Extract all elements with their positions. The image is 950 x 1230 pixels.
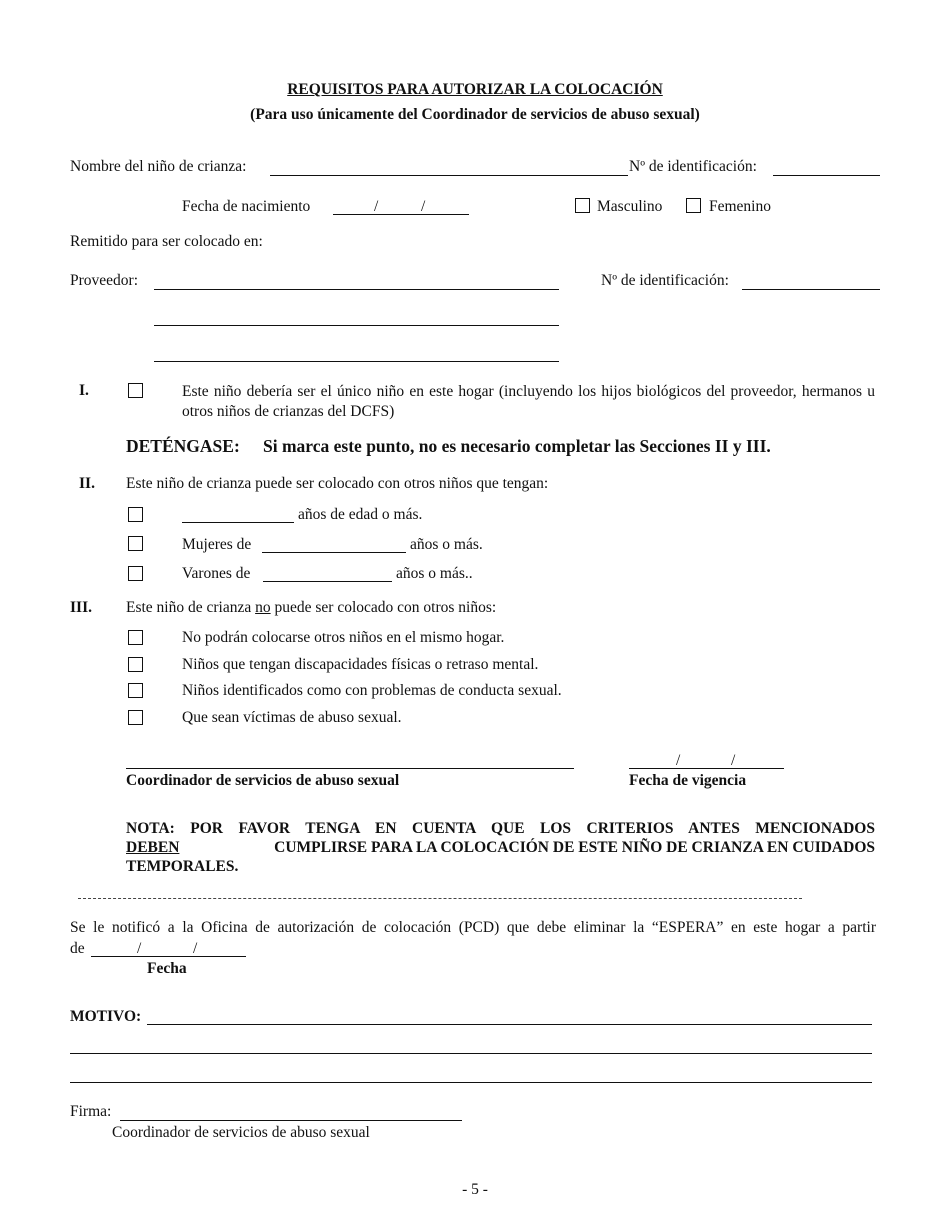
child-name-field[interactable] — [270, 175, 628, 176]
referred-label: Remitido para ser colocado en: — [70, 233, 263, 250]
notification-date-field[interactable] — [91, 956, 246, 957]
dashed-separator — [78, 898, 802, 899]
provider-field-line-2[interactable] — [154, 325, 559, 326]
male-age-field[interactable] — [263, 581, 392, 582]
female-label: Femenino — [709, 198, 771, 215]
min-age-field[interactable] — [182, 522, 294, 523]
section-2-option-2-prefix: Mujeres de — [182, 536, 252, 553]
notification-date-label: Fecha — [147, 960, 187, 977]
dob-separator: / — [374, 198, 379, 215]
provider-id-field[interactable] — [742, 289, 880, 290]
section-2-intro: Este niño de crianza puede ser colocado con otros niños que tengan: — [126, 475, 549, 492]
notification-text: Se le notificó a la Oficina de autorización de colocación (PCD) que debe eliminar la “ESPERA” en este hogar a partir — [70, 919, 876, 936]
child-id-field[interactable] — [773, 175, 880, 176]
reason-label: MOTIVO: — [70, 1008, 142, 1025]
notification-date-separator: / — [193, 940, 198, 957]
section-3-option-3-checkbox[interactable] — [128, 683, 143, 698]
section-1-numeral: I. — [79, 382, 89, 399]
form-title: REQUISITOS PARA AUTORIZAR LA COLOCACIÓN — [287, 81, 663, 98]
section-2-option-1-checkbox[interactable] — [128, 507, 143, 522]
section-2-option-3-suffix: años o más.. — [396, 565, 473, 582]
section-3-option-1-checkbox[interactable] — [128, 630, 143, 645]
section-3-option-2-text: Niños que tengan discapacidades físicas o retraso mental. — [182, 656, 539, 673]
section-3-option-2-checkbox[interactable] — [128, 657, 143, 672]
provider-id-label: Nº de identificación: — [601, 272, 729, 289]
section-2-option-2-suffix: años o más. — [410, 536, 483, 553]
note-line-2: DEBEN CUMPLIRSE PARA LA COLOCACIÓN DE ESTE NIÑO DE CRIANZA EN CUIDADOS — [126, 839, 875, 856]
dob-field[interactable] — [333, 214, 469, 215]
effective-date-label: Fecha de vigencia — [629, 772, 747, 789]
effective-date-field[interactable] — [629, 768, 784, 769]
section-2-option-1-text: años de edad o más. — [298, 506, 423, 523]
section-3-intro-no: no — [255, 599, 271, 616]
section-3-option-3-text: Niños identificados como con problemas de conducta sexual. — [182, 682, 562, 699]
dob-label: Fecha de nacimiento — [182, 198, 311, 215]
section-3-option-4-text: Que sean víctimas de abuso sexual. — [182, 709, 402, 726]
section-3-option-1-text: No podrán colocarse otros niños en el mismo hogar. — [182, 629, 505, 646]
section-2-numeral: II. — [79, 475, 95, 492]
firma-field[interactable] — [120, 1120, 462, 1121]
section-1-text: Este niño debería ser el único niño en este hogar (incluyendo los hijos biológicos del proveedor, hermanos u otros niños de crianzas del DCFS) — [182, 383, 875, 420]
stop-label: DETÉNGASE: — [126, 436, 240, 456]
section-1-checkbox[interactable] — [128, 383, 143, 398]
notification-date-separator: / — [137, 940, 142, 957]
section-2-option-3-checkbox[interactable] — [128, 566, 143, 581]
stop-text: Si marca este punto, no es necesario completar las Secciones II y III. — [263, 436, 771, 456]
section-2-option-3-prefix: Varones de — [182, 565, 251, 582]
coordinator-signature-field[interactable] — [126, 768, 574, 769]
reason-field-line-2[interactable] — [70, 1053, 872, 1054]
page-number: - 5 - — [462, 1181, 488, 1198]
coordinator-signature-label: Coordinador de servicios de abuso sexual — [126, 772, 400, 789]
provider-field-line-3[interactable] — [154, 361, 559, 362]
provider-label: Proveedor: — [70, 272, 139, 289]
firma-label: Firma: — [70, 1103, 112, 1120]
male-label: Masculino — [597, 198, 663, 215]
child-name-label: Nombre del niño de crianza: — [70, 158, 247, 175]
male-checkbox[interactable] — [575, 198, 590, 213]
section-3-option-4-checkbox[interactable] — [128, 710, 143, 725]
section-3-numeral: III. — [70, 599, 92, 616]
reason-field-line-1[interactable] — [147, 1024, 872, 1025]
form-subtitle: (Para uso únicamente del Coordinador de servicios de abuso sexual) — [250, 106, 700, 123]
notification-de: de — [70, 940, 85, 957]
note-line-3: TEMPORALES. — [126, 858, 239, 875]
note-deben: DEBEN — [126, 839, 180, 856]
effective-date-separator: / — [676, 752, 681, 769]
note-line-1: NOTA: POR FAVOR TENGA EN CUENTA QUE LOS CRITERIOS ANTES MENCIONADOS — [126, 820, 875, 837]
effective-date-separator: / — [731, 752, 736, 769]
child-id-label: Nº de identificación: — [629, 158, 757, 175]
female-age-field[interactable] — [262, 552, 406, 553]
section-2-option-2-checkbox[interactable] — [128, 536, 143, 551]
firma-coordinator-label: Coordinador de servicios de abuso sexual — [112, 1124, 370, 1141]
dob-separator: / — [421, 198, 426, 215]
section-3-intro: Este niño de crianza no puede ser colocado con otros niños: — [126, 599, 497, 616]
reason-field-line-3[interactable] — [70, 1082, 872, 1083]
female-checkbox[interactable] — [686, 198, 701, 213]
provider-field-line-1[interactable] — [154, 289, 559, 290]
